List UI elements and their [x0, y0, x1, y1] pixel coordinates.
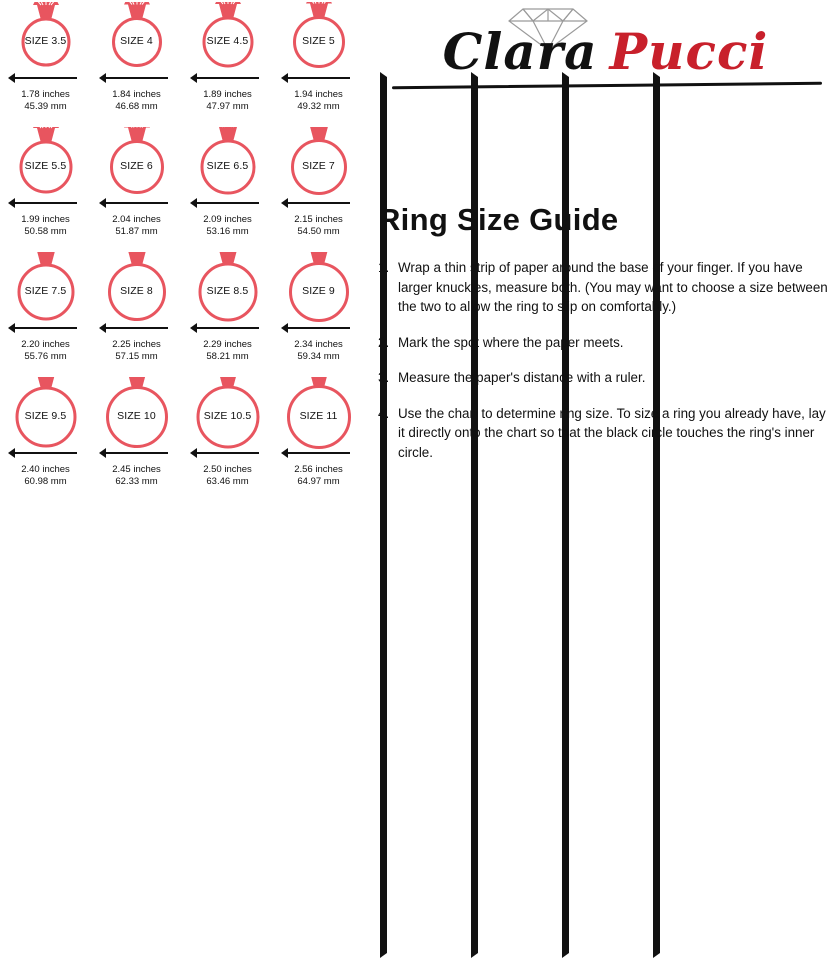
diameter-arrow: [190, 447, 265, 459]
measure-mm: 45.39 mm: [24, 101, 67, 112]
measure-mm: 46.68 mm: [115, 101, 158, 112]
measure-inches: 2.25 inches: [112, 339, 161, 350]
brand-logo: [372, 0, 839, 118]
ring-size-cell[interactable]: [182, 252, 273, 373]
ring-size-label: SIZE 6.5: [206, 160, 249, 172]
ring-size-cell[interactable]: [273, 377, 364, 498]
measure-inches: 2.40 inches: [21, 464, 70, 475]
ring-size-label: SIZE 4.5: [206, 35, 249, 47]
ring-measurement: [273, 89, 364, 113]
ring-size-label: SIZE 10.5: [203, 410, 252, 422]
diameter-arrow: [99, 197, 174, 209]
measure-inches: 1.94 inches: [294, 89, 343, 100]
ring-size-label: SIZE 4: [120, 35, 153, 47]
arrow-right-icon: [653, 447, 839, 958]
diameter-arrow: [99, 72, 174, 84]
ring-size-cell[interactable]: [182, 2, 273, 123]
guide-steps: [378, 258, 828, 462]
ring-size-cell[interactable]: [91, 377, 182, 498]
ring-measurement: [91, 339, 182, 363]
measure-mm: 54.50 mm: [297, 226, 340, 237]
logo-underline: [392, 82, 822, 90]
ring-size-cell[interactable]: [182, 377, 273, 498]
ring-illustration: [91, 377, 182, 449]
ring-size-label: SIZE 6: [120, 160, 153, 172]
ring-illustration: [273, 377, 364, 449]
guide-step-number: 4.: [378, 405, 390, 421]
guide-step-text: Measure the paper's distance with a ruler.: [398, 370, 646, 385]
measure-inches: 2.09 inches: [203, 214, 252, 225]
diameter-arrow: [8, 197, 83, 209]
ring-illustration: [91, 252, 182, 324]
brand-first: Clara: [442, 22, 598, 81]
ring-size-cell[interactable]: [0, 252, 91, 373]
measure-inches: 1.84 inches: [112, 89, 161, 100]
ring-size-label: SIZE 10: [117, 410, 156, 422]
measure-inches: 2.04 inches: [112, 214, 161, 225]
measure-mm: 51.87 mm: [115, 226, 158, 237]
measure-mm: 63.46 mm: [206, 476, 249, 487]
arrow-line: [196, 452, 259, 454]
ring-measurement: [182, 89, 273, 113]
ring-measurement: [0, 89, 91, 113]
arrow-line: [196, 202, 259, 204]
ring-size-label: SIZE 3.5: [24, 35, 67, 47]
measure-mm: 58.21 mm: [206, 351, 249, 362]
diameter-arrow: [99, 322, 174, 334]
arrow-line: [105, 327, 168, 329]
ring-size-label: SIZE 8: [120, 285, 153, 297]
ring-measurement: [182, 464, 273, 488]
diameter-arrow: [281, 447, 356, 459]
ring-illustration: [182, 377, 273, 449]
guide-step-number: 1.: [378, 260, 390, 275]
ring-size-label: SIZE 7: [302, 160, 335, 172]
arrow-line: [287, 202, 350, 204]
measure-mm: 62.33 mm: [115, 476, 158, 487]
ring-measurement: [0, 214, 91, 238]
measure-mm: 53.16 mm: [206, 226, 249, 237]
ring-size-label: SIZE 8.5: [206, 285, 249, 297]
measure-mm: 59.34 mm: [297, 351, 340, 362]
guide-step-number: 2.: [378, 334, 390, 350]
ring-illustration: [91, 2, 182, 74]
ring-measurement: [273, 464, 364, 488]
measure-inches: 1.99 inches: [21, 214, 70, 225]
guide-step-text: Use the chart to determine ring size. To size a ring you already have, lay it directly onto the chart so that the black circle touches the ring's inner circle.: [398, 405, 826, 460]
measure-inches: 2.50 inches: [203, 464, 252, 475]
guide-step-text: Wrap a thin strip of paper around the base of your finger. If you have larger knuckles, measure both. (You may want to choose a size between the two to allow the ring to slip on comfortably.): [398, 260, 828, 314]
ring-size-cell[interactable]: [91, 127, 182, 248]
ring-size-label: SIZE 9: [302, 285, 335, 297]
arrow-line: [287, 77, 350, 79]
arrow-line: [105, 452, 168, 454]
ring-measurement: [182, 339, 273, 363]
ring-size-cell[interactable]: [0, 377, 91, 498]
ring-size-cell[interactable]: [273, 252, 364, 373]
arrow-line: [196, 327, 259, 329]
ring-illustration: [182, 2, 273, 74]
ring-size-cell[interactable]: [273, 2, 364, 123]
ring-illustration: [0, 127, 91, 199]
diameter-arrow: [8, 447, 83, 459]
brand-wordmark: [378, 22, 833, 81]
ring-illustration: [0, 2, 91, 74]
brand-second: Pucci: [609, 22, 769, 81]
ring-illustration: [273, 2, 364, 74]
ring-illustration: [0, 377, 91, 449]
diameter-arrow: [281, 72, 356, 84]
measure-inches: 2.45 inches: [112, 464, 161, 475]
measure-mm: 47.97 mm: [206, 101, 249, 112]
ring-measurement: [182, 214, 273, 238]
arrow-line: [287, 327, 350, 329]
ring-size-cell[interactable]: [91, 252, 182, 373]
measure-mm: 55.76 mm: [24, 351, 67, 362]
diameter-arrow: [281, 197, 356, 209]
arrow-line: [14, 202, 77, 204]
measure-inches: 2.29 inches: [203, 339, 252, 350]
guide-step-number: 3.: [378, 370, 390, 385]
ring-measurement: [91, 214, 182, 238]
measure-mm: 50.58 mm: [24, 226, 67, 237]
ring-measurement: [91, 464, 182, 488]
ring-measurement: [273, 214, 364, 238]
arrow-line: [14, 77, 77, 79]
ring-size-label: SIZE 5.5: [24, 160, 67, 172]
arrow-line: [14, 452, 77, 454]
ring-size-cell[interactable]: [0, 127, 91, 248]
ring-size-grid: [0, 0, 366, 501]
diameter-arrow: [8, 322, 83, 334]
ring-illustration: [0, 252, 91, 324]
arrow-line: [14, 327, 77, 329]
ring-size-label: SIZE 9.5: [24, 410, 67, 422]
diameter-arrow: [8, 72, 83, 84]
guide-step: [378, 404, 828, 463]
page-title: Ring Size Guide: [378, 202, 619, 237]
arrow-line: [105, 202, 168, 204]
ring-measurement: [0, 339, 91, 363]
measure-inches: 1.78 inches: [21, 89, 70, 100]
ring-size-cell[interactable]: [91, 2, 182, 123]
arrow-line: [287, 452, 350, 454]
ring-size-label: SIZE 7.5: [24, 285, 67, 297]
ring-illustration: [182, 252, 273, 324]
ring-illustration: [273, 252, 364, 324]
arrow-line: [196, 77, 259, 79]
ring-measurement: [273, 339, 364, 363]
ring-size-cell[interactable]: [273, 127, 364, 248]
ring-measurement: [91, 89, 182, 113]
ring-size-label: SIZE 5: [302, 35, 335, 47]
measure-inches: 2.34 inches: [294, 339, 343, 350]
guide-step: [378, 258, 828, 317]
measure-mm: 57.15 mm: [115, 351, 158, 362]
ring-illustration: [273, 127, 364, 199]
measure-mm: 64.97 mm: [297, 476, 340, 487]
ring-size-cell[interactable]: [182, 127, 273, 248]
ring-size-label: SIZE 11: [299, 410, 338, 422]
ring-measurement: [0, 464, 91, 488]
measure-mm: 49.32 mm: [297, 101, 340, 112]
measure-inches: 2.20 inches: [21, 339, 70, 350]
measure-inches: 2.15 inches: [294, 214, 343, 225]
guide-step: [378, 333, 828, 353]
guide-step-text: Mark the spot where the paper meets.: [398, 334, 624, 350]
arrow-line: [105, 77, 168, 79]
diameter-arrow: [190, 322, 265, 334]
measure-inches: 1.89 inches: [203, 89, 252, 100]
guide-step: [378, 368, 828, 388]
measure-inches: 2.56 inches: [294, 464, 343, 475]
diameter-arrow: [190, 197, 265, 209]
diameter-arrow: [281, 322, 356, 334]
ring-illustration: [91, 127, 182, 199]
right-column: [372, 0, 839, 501]
measure-mm: 60.98 mm: [24, 476, 67, 487]
ring-size-cell[interactable]: [0, 2, 91, 123]
diameter-arrow: [190, 72, 265, 84]
ring-illustration: [182, 127, 273, 199]
diameter-arrow: [99, 447, 174, 459]
